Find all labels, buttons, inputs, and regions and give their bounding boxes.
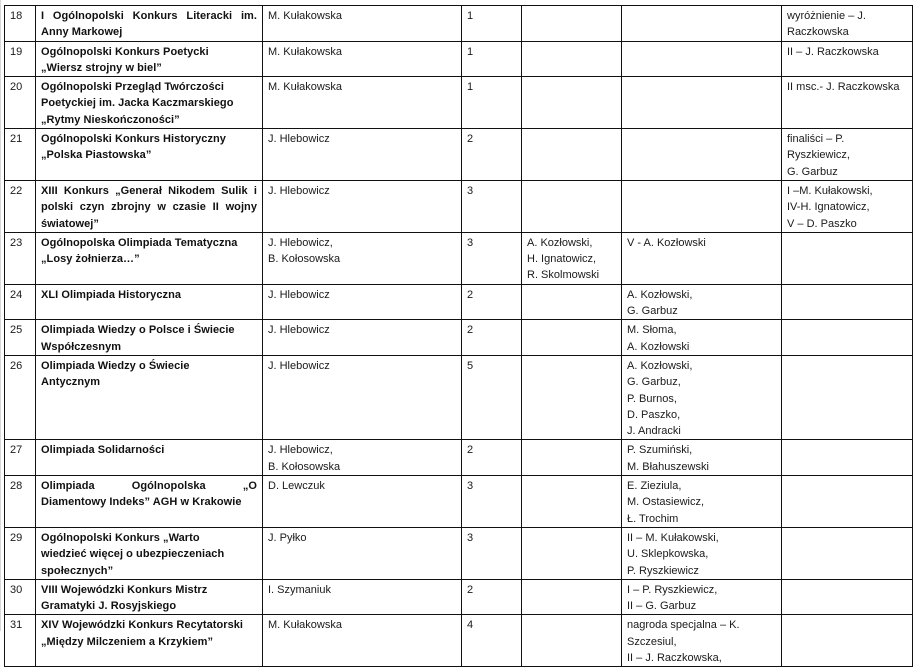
teacher-names-line: M. Kułakowska xyxy=(268,10,342,22)
competition-name-line: „Polska Piastowska” xyxy=(41,149,152,162)
competition-name-line: Ogólnopolski Konkurs Historyczny xyxy=(41,133,226,146)
awards-cell xyxy=(782,232,913,284)
awards-cell xyxy=(782,284,913,320)
finalists-cell xyxy=(522,320,622,356)
laureates-cell xyxy=(622,527,782,579)
competition-name-line: Ogólnopolski Konkurs „Warto xyxy=(41,531,200,544)
competition-name-line: Diamentowy Indeks” AGH w Krakowie xyxy=(41,496,242,509)
awards-cell xyxy=(782,320,913,356)
row-number: 19 xyxy=(5,41,36,77)
competition-name-line: Ogólnopolska Olimpiada Tematyczna xyxy=(41,236,238,249)
laureates-cell xyxy=(622,6,782,42)
participant-count: 3 xyxy=(462,180,522,232)
teacher-names-line: D. Lewczuk xyxy=(268,480,325,493)
competition-name-line: Współczesnym xyxy=(41,340,122,353)
competition-name-line: polski czyn zbrojny w czasie II wojny xyxy=(41,201,257,214)
table-row xyxy=(5,284,913,320)
competition-name-line: światowej” xyxy=(41,217,99,230)
teacher-names-line: I. Szymaniuk xyxy=(268,583,331,596)
teacher-names-line: J. Hlebowicz xyxy=(268,359,330,372)
table-row xyxy=(5,232,913,284)
teacher-names xyxy=(263,440,462,476)
table-row xyxy=(5,579,913,615)
laureates-cell xyxy=(622,615,782,667)
teacher-names xyxy=(263,284,462,320)
competition-name-line: XIV Wojewódzki Konkurs Recytatorski xyxy=(41,619,244,632)
participant-count: 1 xyxy=(462,6,522,42)
awards-cell xyxy=(782,6,913,42)
laureates-cell-line: M. Słoma, xyxy=(627,324,677,337)
participant-count: 4 xyxy=(462,615,522,667)
awards-cell xyxy=(782,41,913,77)
competition-name xyxy=(36,579,263,615)
competition-name-line: „Rytmy Nieskończoności” xyxy=(41,113,180,126)
awards-cell xyxy=(782,77,913,129)
participant-count: 5 xyxy=(462,355,522,439)
awards-cell-line: V – D. Paszko xyxy=(787,217,857,230)
laureates-cell-line: D. Paszko, xyxy=(627,408,681,421)
teacher-names-line: J. Hlebowicz, xyxy=(268,236,333,249)
laureates-cell xyxy=(622,579,782,615)
row-number: 21 xyxy=(5,129,36,181)
teacher-names-line: M. Kułakowska xyxy=(268,619,342,632)
competition-name-line: „Losy żołnierza…” xyxy=(41,253,140,266)
participant-count: 1 xyxy=(462,41,522,77)
competition-name xyxy=(36,129,263,181)
row-number: 20 xyxy=(5,77,36,129)
table-row xyxy=(5,320,913,356)
laureates-cell-line: J. Andracki xyxy=(627,425,681,438)
teacher-names-line: J. Hlebowicz xyxy=(268,288,330,301)
table-row xyxy=(5,355,913,439)
awards-cell-line: Raczkowska xyxy=(787,26,849,39)
competition-name-line: Antycznym xyxy=(41,376,101,389)
teacher-names-line: J. Pyłko xyxy=(268,531,307,544)
teacher-names-line: J. Hlebowicz xyxy=(268,133,330,146)
awards-cell-line: finaliści – P. xyxy=(787,133,845,146)
laureates-cell xyxy=(622,232,782,284)
row-number: 26 xyxy=(5,355,36,439)
competition-name-line: wiedzieć więcej o ubezpieczeniach xyxy=(41,548,225,561)
teacher-names xyxy=(263,320,462,356)
row-number: 18 xyxy=(5,6,36,42)
table-row xyxy=(5,440,913,476)
competition-name-line: XIII Konkurs „Generał Nikodem Sulik i xyxy=(41,184,257,197)
laureates-cell-line: A. Kozłowski, xyxy=(627,359,693,372)
table-row xyxy=(5,180,913,232)
laureates-cell-line: nagroda specjalna – K. xyxy=(627,619,740,632)
awards-cell xyxy=(782,527,913,579)
row-number: 23 xyxy=(5,232,36,284)
laureates-cell-line: II – J. Raczkowska, xyxy=(627,651,722,664)
laureates-cell-line: M. Błahuszewski xyxy=(627,460,709,473)
laureates-cell xyxy=(622,476,782,528)
teacher-names xyxy=(263,615,462,667)
participant-count: 2 xyxy=(462,579,522,615)
awards-cell xyxy=(782,129,913,181)
row-number: 24 xyxy=(5,284,36,320)
table-body xyxy=(5,6,913,667)
awards-cell xyxy=(782,476,913,528)
laureates-cell-line: A. Kozłowski xyxy=(627,340,690,353)
awards-cell-line: II – J. Raczkowska xyxy=(787,45,879,58)
finalists-cell xyxy=(522,476,622,528)
laureates-cell xyxy=(622,284,782,320)
participant-count: 2 xyxy=(462,440,522,476)
laureates-cell-line: Szczesiul, xyxy=(627,635,677,648)
competition-name-line: Ogólnopolski Przegląd Twórczości xyxy=(41,81,224,94)
laureates-cell-line: I – P. Ryszkiewicz, xyxy=(627,583,718,596)
competition-name xyxy=(36,615,263,667)
competition-name-line: Olimpiada Ogólnopolska „O xyxy=(41,480,257,493)
table-row xyxy=(5,527,913,579)
competition-name xyxy=(36,284,263,320)
laureates-cell-line: G. Garbuz xyxy=(627,305,678,318)
row-number: 31 xyxy=(5,615,36,667)
participant-count: 1 xyxy=(462,77,522,129)
teacher-names xyxy=(263,476,462,528)
competition-name-line: Olimpiada Solidarności xyxy=(41,444,165,457)
page-edge xyxy=(0,0,1,631)
competition-name xyxy=(36,320,263,356)
teacher-names-line: B. Kołosowska xyxy=(268,253,341,266)
finalists-cell xyxy=(522,77,622,129)
laureates-cell-line: G. Garbuz, xyxy=(627,376,681,389)
competition-results-table xyxy=(4,5,913,667)
laureates-cell-line: A. Kozłowski, xyxy=(627,288,693,301)
teacher-names xyxy=(263,180,462,232)
finalists-cell xyxy=(522,180,622,232)
laureates-cell-line: M. Ostasiewicz, xyxy=(627,496,705,509)
finalists-cell xyxy=(522,579,622,615)
awards-cell-line: IV-H. Ignatowicz, xyxy=(787,201,870,214)
table-row xyxy=(5,6,913,42)
competition-name xyxy=(36,527,263,579)
table-row xyxy=(5,77,913,129)
table-row xyxy=(5,129,913,181)
table-row xyxy=(5,615,913,667)
awards-cell-line: II msc.- J. Raczkowska xyxy=(787,81,900,94)
competition-name-line: VIII Wojewódzki Konkurs Mistrz xyxy=(41,583,208,596)
laureates-cell-line: U. Sklepkowska, xyxy=(627,548,709,561)
competition-name-line: Olimpiada Wiedzy o Polsce i Świecie xyxy=(41,324,235,337)
competition-name-line: „Między Milczeniem a Krzykiem” xyxy=(41,635,214,648)
laureates-cell xyxy=(622,129,782,181)
awards-cell xyxy=(782,355,913,439)
laureates-cell xyxy=(622,355,782,439)
laureates-cell-line: V - A. Kozłowski xyxy=(627,236,706,249)
finalists-cell-line: H. Ignatowicz, xyxy=(527,253,597,266)
teacher-names xyxy=(263,77,462,129)
competition-name-line: Poetyckiej im. Jacka Kaczmarskiego xyxy=(41,97,234,110)
teacher-names xyxy=(263,129,462,181)
finalists-cell-line: A. Kozłowski, xyxy=(527,236,593,249)
finalists-cell xyxy=(522,232,622,284)
row-number: 27 xyxy=(5,440,36,476)
laureates-cell-line: P. Ryszkiewicz xyxy=(627,564,699,577)
finalists-cell xyxy=(522,440,622,476)
participant-count: 3 xyxy=(462,527,522,579)
competition-name-line: Ogólnopolski Konkurs Poetycki xyxy=(41,45,209,58)
competition-name xyxy=(36,180,263,232)
finalists-cell xyxy=(522,527,622,579)
competition-name xyxy=(36,476,263,528)
awards-cell xyxy=(782,440,913,476)
laureates-cell-line: II – G. Garbuz xyxy=(627,600,697,613)
competition-name xyxy=(36,6,263,42)
teacher-names-line: J. Hlebowicz, xyxy=(268,444,333,457)
laureates-cell-line: P. Burnos, xyxy=(627,392,677,405)
participant-count: 3 xyxy=(462,476,522,528)
row-number: 25 xyxy=(5,320,36,356)
participant-count: 2 xyxy=(462,320,522,356)
awards-cell xyxy=(782,180,913,232)
laureates-cell-line: E. Zieziula, xyxy=(627,480,682,493)
teacher-names xyxy=(263,6,462,42)
finalists-cell-line: R. Skolmowski xyxy=(527,269,600,282)
finalists-cell xyxy=(522,6,622,42)
competition-name-line: XLI Olimpiada Historyczna xyxy=(41,288,182,301)
competition-name xyxy=(36,355,263,439)
competition-name-line: społecznych” xyxy=(41,564,114,577)
participant-count: 2 xyxy=(462,129,522,181)
teacher-names-line: J. Hlebowicz xyxy=(268,324,330,337)
participant-count: 2 xyxy=(462,284,522,320)
teacher-names-line: J. Hlebowicz xyxy=(268,184,330,197)
teacher-names-line: M. Kułakowska xyxy=(268,81,342,94)
finalists-cell xyxy=(522,615,622,667)
teacher-names xyxy=(263,355,462,439)
laureates-cell-line: P. Szumiński, xyxy=(627,444,693,457)
teacher-names xyxy=(263,41,462,77)
finalists-cell xyxy=(522,355,622,439)
table-row xyxy=(5,476,913,528)
row-number: 22 xyxy=(5,180,36,232)
finalists-cell xyxy=(522,284,622,320)
teacher-names xyxy=(263,232,462,284)
row-number: 29 xyxy=(5,527,36,579)
awards-cell-line: wyróżnienie – J. xyxy=(787,10,866,22)
competition-name xyxy=(36,77,263,129)
awards-cell-line: I –M. Kułakowski, xyxy=(787,184,873,197)
teacher-names-line: M. Kułakowska xyxy=(268,45,342,58)
awards-cell-line: Ryszkiewicz, xyxy=(787,149,850,162)
competition-name xyxy=(36,41,263,77)
teacher-names-line: B. Kołosowska xyxy=(268,460,341,473)
laureates-cell xyxy=(622,77,782,129)
table-row xyxy=(5,41,913,77)
competition-name-line: I Ogólnopolski Konkurs Literacki im. xyxy=(41,10,257,22)
awards-cell-line: G. Garbuz xyxy=(787,165,838,178)
competition-name-line: Olimpiada Wiedzy o Świecie xyxy=(41,359,190,372)
competition-name-line: „Wiersz strojny w biel” xyxy=(41,61,162,74)
teacher-names xyxy=(263,579,462,615)
participant-count: 3 xyxy=(462,232,522,284)
finalists-cell xyxy=(522,41,622,77)
laureates-cell xyxy=(622,41,782,77)
laureates-cell xyxy=(622,440,782,476)
competition-name xyxy=(36,440,263,476)
row-number: 28 xyxy=(5,476,36,528)
teacher-names xyxy=(263,527,462,579)
awards-cell xyxy=(782,615,913,667)
competition-name-line: Anny Markowej xyxy=(41,26,123,39)
laureates-cell-line: II – M. Kułakowski, xyxy=(627,531,719,544)
laureates-cell-line: Ł. Trochim xyxy=(627,512,679,525)
competition-name-line: Gramatyki J. Rosyjskiego xyxy=(41,600,177,613)
awards-cell xyxy=(782,579,913,615)
finalists-cell xyxy=(522,129,622,181)
competition-name xyxy=(36,232,263,284)
laureates-cell xyxy=(622,320,782,356)
laureates-cell xyxy=(622,180,782,232)
row-number: 30 xyxy=(5,579,36,615)
